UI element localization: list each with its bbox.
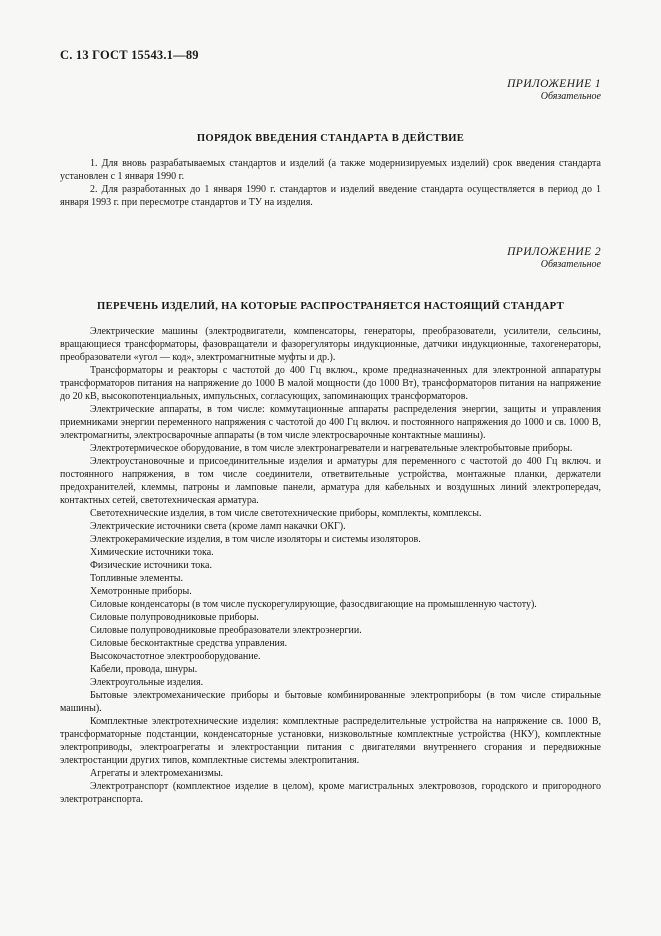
product-list-item: Электрокерамические изделия, в том числе изоляторы и системы изоляторов. (90, 534, 421, 545)
product-list-item: Силовые бесконтактные средства управления. (90, 638, 287, 649)
appendix-1-label: ПРИЛОЖЕНИЕ 1 (507, 78, 601, 90)
appendix-1-status: Обязательное (540, 91, 601, 102)
product-list-item: Электроугольные изделия. (90, 677, 204, 688)
product-list-item: Кабели, провода, шнуры. (90, 664, 198, 675)
product-list-item: Силовые конденсаторы (в том числе пускорегулирующие, фазосдвигающие на промышленную частоту). (90, 599, 537, 610)
product-list-item: Силовые полупроводниковые приборы. (90, 612, 259, 623)
product-list-item: Высокочастотное электрооборудование. (90, 651, 261, 662)
section-1-paragraph: 1. Для вновь разрабатываемых стандартов и изделий (а также модернизируемых изделий) срок введения стандарта установлен с 1 января 1990 г. (60, 158, 601, 182)
product-list-item: Светотехнические изделия, в том числе светотехнические приборы, комплекты, комплексы. (90, 508, 482, 519)
product-list-item: Электрические машины (электродвигатели, компенсаторы, генераторы, преобразователи, усилители, сельсины, вращающиеся трансформаторы, фазовращатели и фазорегуляторы индукционные, датчики индукционные, тахогенераторы, преобразователи «угол — код», электромагнитные муфты и др.). (60, 326, 601, 363)
page-header: С. 13 ГОСТ 15543.1—89 (60, 48, 199, 62)
product-list-item: Трансформаторы и реакторы с частотой до 400 Гц включ., кроме предназначенных для электронной аппаратуры трансформаторов питания на напряжение до 1000 В малой мощности (до 1000 Вт), трансформаторов питания на напряжение до 20 кВ, высокопотенциальных, импульсных, согласующих, запоминающих трансформаторов. (60, 365, 601, 402)
product-list-item: Бытовые электромеханические приборы и бытовые комбинированные электроприборы (в том числе стиральные машины). (60, 690, 601, 714)
product-list-item: Электротранспорт (комплектное изделие в целом), кроме магистральных электровозов, городского и пригородного электротранспорта. (60, 781, 601, 805)
section-1-body (60, 157, 601, 209)
product-list-item: Электроустановочные и присоединительные изделия и арматуры для переменного с частотой до 400 Гц включ. и постоянного напряжения, в том числе соединители, ответвительные устройства, монтажные планки, держатели предохранителей, клеммы, патроны и ламповые панели, арматура для кабельных и воздушных линий электропередач, контактных сетей, светотехническая арматура. (60, 456, 601, 506)
appendix-2-label: ПРИЛОЖЕНИЕ 2 (507, 246, 601, 258)
appendix-2-heading (507, 246, 601, 270)
product-list-item: Комплектные электротехнические изделия: комплектные распределительные устройства на напряжение св. 1000 В, трансформаторные подстанции, конденсаторные установки, низковольтные комплектные устройства (НКУ), комплектные электроприводы, электроагрегаты и электростанции питания с двигателями внутреннего сгорания и передвижные электростанции других типов, комплектные системы электропитания. (60, 716, 601, 766)
section-1-title: ПОРЯДОК ВВЕДЕНИЯ СТАНДАРТА В ДЕЙСТВИЕ (196, 133, 465, 144)
product-list-item: Агрегаты и электромеханизмы. (90, 768, 224, 779)
product-list-item: Физические источники тока. (90, 560, 212, 571)
product-list-item: Химические источники тока. (90, 547, 214, 558)
product-list-item: Силовые полупроводниковые преобразователи электроэнергии. (90, 625, 362, 636)
product-list-item: Топливные элементы. (90, 573, 184, 584)
section-2-body (60, 325, 601, 806)
product-list-item: Электрические аппараты, в том числе: коммутационные аппараты распределения энергии, защиты и управления приемниками энергии переменного напряжения с частотой до 400 Гц включ. и постоянного напряжения до 1000 и св. 1000 В, электромагниты, электросварочные аппараты (в том числе электросварочные контактные машины). (60, 404, 601, 441)
section-1-paragraph: 2. Для разработанных до 1 января 1990 г. стандартов и изделий введение стандарта осуществляется в период до 1 января 1993 г. при пересмотре стандартов и ТУ на изделия. (60, 184, 601, 208)
section-2-title: ПЕРЕЧЕНЬ ИЗДЕЛИЙ, НА КОТОРЫЕ РАСПРОСТРАНЯЕТСЯ НАСТОЯЩИЙ СТАНДАРТ (97, 301, 564, 312)
appendix-1-heading (507, 78, 601, 102)
product-list-item: Хемотронные приборы. (90, 586, 192, 597)
product-list-item: Электротермическое оборудование, в том числе электронагреватели и нагревательные электробытовые приборы. (90, 443, 573, 454)
product-list-item: Электрические источники света (кроме ламп накачки ОКГ). (90, 521, 346, 532)
appendix-2-status: Обязательное (540, 259, 601, 270)
